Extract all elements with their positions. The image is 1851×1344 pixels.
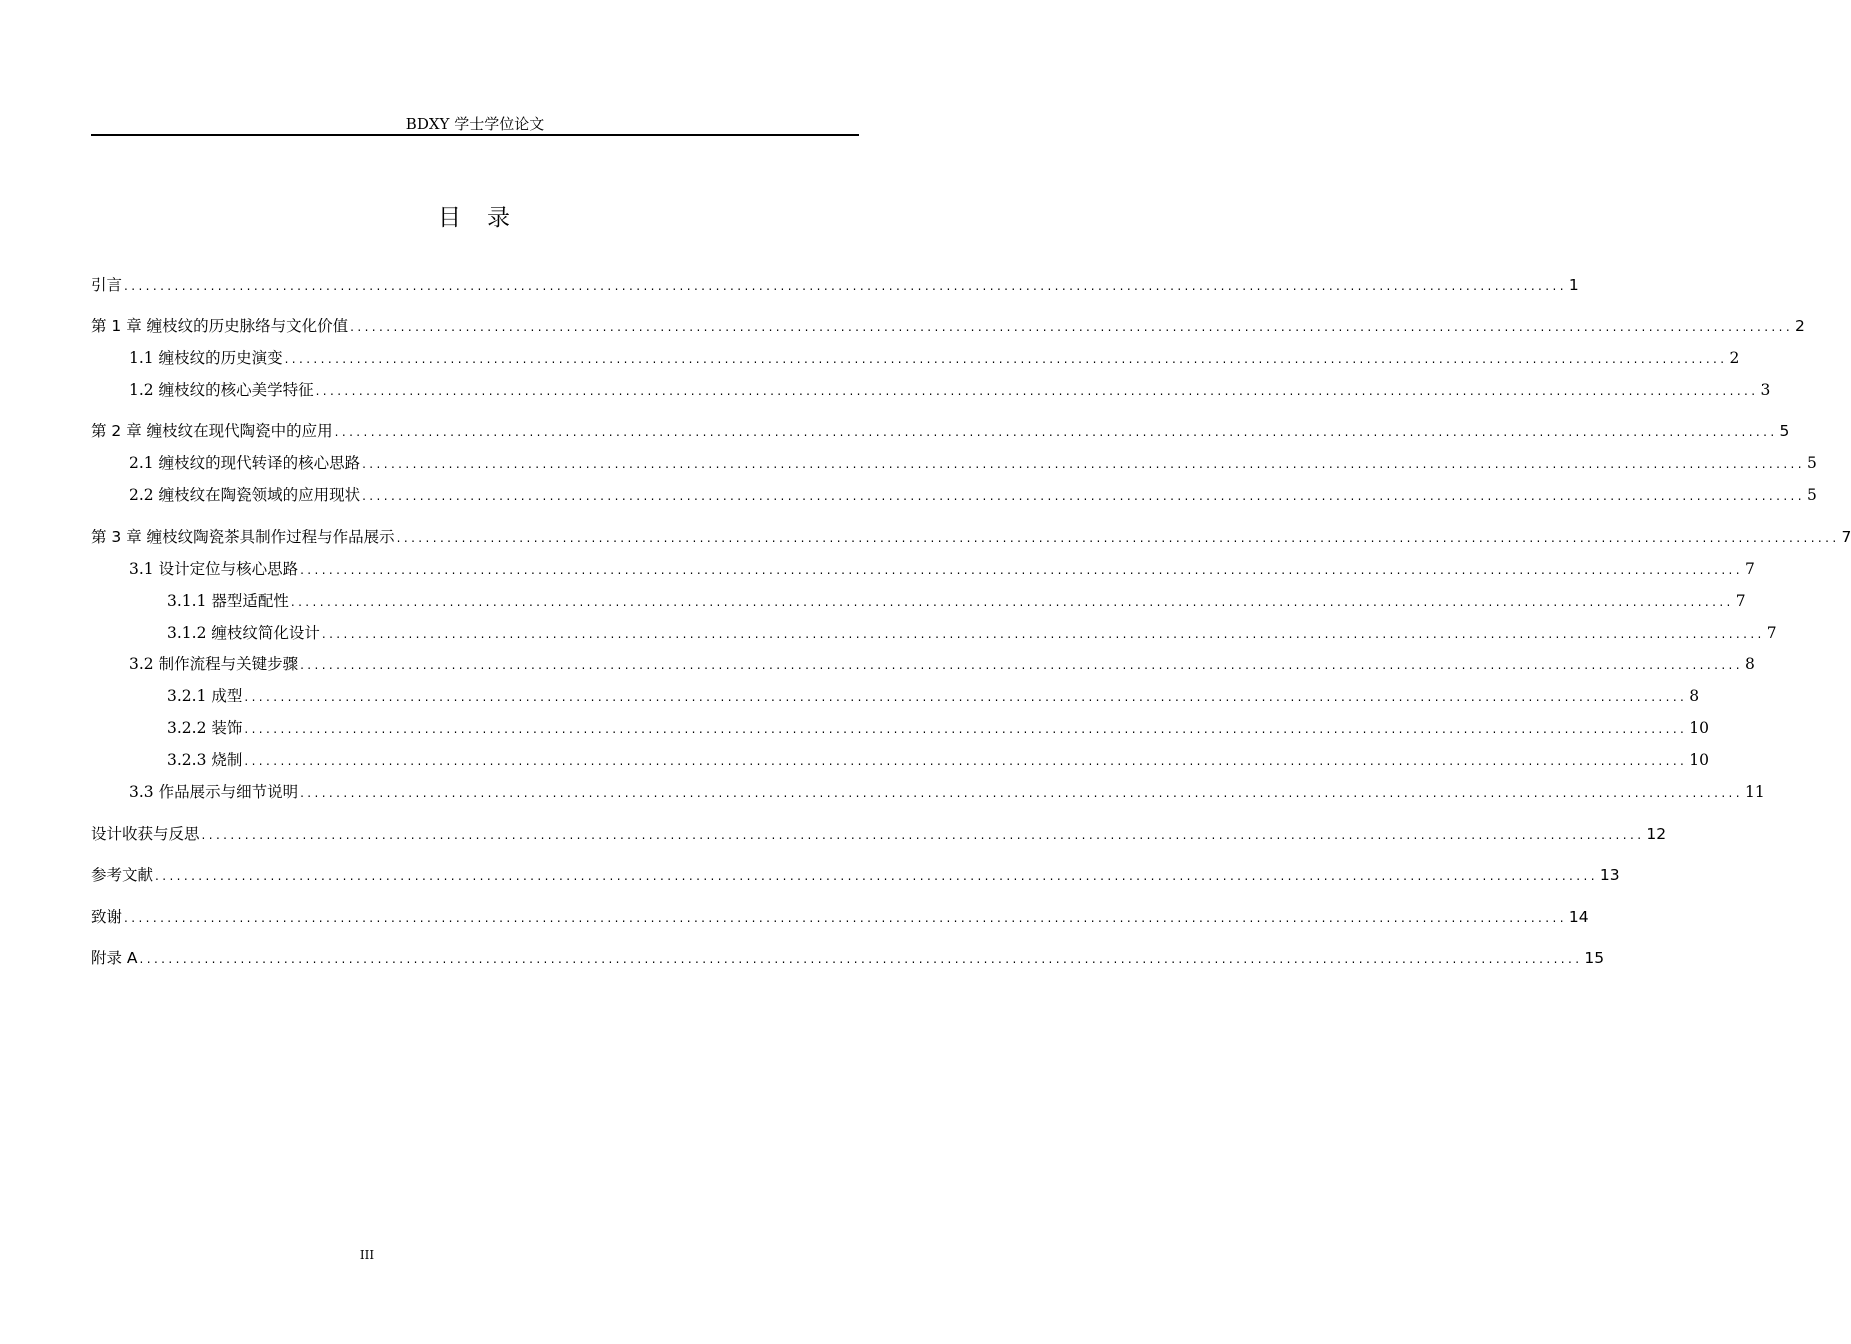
dot-leader: ........................................................................................................................................................................................................ <box>396 531 1840 545</box>
toc-entry-title: 1.1 缠枝纹的历史演变 <box>129 349 283 367</box>
toc-entry-chapter-3[interactable] <box>91 524 1851 548</box>
toc-entry-title: 致谢 <box>91 908 123 926</box>
dot-leader: ........................................................................................................................................................................................................ <box>350 320 1794 334</box>
toc-entry-3-2-1[interactable] <box>167 683 1700 707</box>
dot-leader: ........................................................................................................................................................................................................ <box>124 911 1567 925</box>
toc-entry-2-2[interactable] <box>129 482 1817 506</box>
dot-leader: ........................................................................................................................................................................................................ <box>244 690 1688 704</box>
toc-entry-page: 15 <box>1584 949 1605 967</box>
dot-leader: ........................................................................................................................................................................................................ <box>334 425 1778 439</box>
dot-leader: ........................................................................................................................................................................................................ <box>300 563 1743 577</box>
toc-entry-title: 引言 <box>91 276 123 294</box>
toc-entry-page: 10 <box>1689 751 1709 769</box>
dot-leader: ........................................................................................................................................................................................................ <box>155 869 1598 883</box>
dot-leader: ........................................................................................................................................................................................................ <box>362 489 1805 503</box>
toc-entry-page: 5 <box>1806 486 1817 504</box>
toc-entry-page: 7 <box>1841 528 1851 546</box>
toc-entry-acknowledgements[interactable] <box>91 904 1589 928</box>
dot-leader: ........................................................................................................................................................................................................ <box>139 952 1583 966</box>
toc-entry-title: 3.3 作品展示与细节说明 <box>129 783 299 801</box>
toc-entry-page: 11 <box>1744 783 1765 801</box>
dot-leader: ........................................................................................................................................................................................................ <box>124 279 1567 293</box>
dot-leader: ........................................................................................................................................................................................................ <box>300 658 1743 672</box>
toc-entry-3-1-1[interactable] <box>167 588 1746 612</box>
dot-leader: ........................................................................................................................................................................................................ <box>201 828 1645 842</box>
toc-entry-title: 设计收获与反思 <box>91 825 200 843</box>
toc-entry-1-1[interactable] <box>129 345 1740 369</box>
toc-entry-3-1[interactable] <box>129 556 1755 580</box>
toc-entry-appendix-a[interactable] <box>91 945 1605 969</box>
toc-entry-page: 10 <box>1689 719 1709 737</box>
toc-entry-title: 参考文献 <box>91 866 154 884</box>
toc-entry-title: 第 3 章 缠枝纹陶瓷茶具制作过程与作品展示 <box>91 528 395 546</box>
toc-entry-chapter-2[interactable] <box>91 418 1790 442</box>
toc-entry-title: 2.2 缠枝纹在陶瓷领域的应用现状 <box>129 486 361 504</box>
toc-entry-reflection[interactable] <box>91 821 1667 845</box>
toc-entry-page: 2 <box>1795 317 1805 335</box>
page-number: III <box>359 1248 375 1262</box>
toc-entry-page: 7 <box>1766 624 1777 642</box>
toc-entry-page: 2 <box>1729 349 1740 367</box>
toc-entry-title: 3.2.3 烧制 <box>167 751 243 769</box>
running-header: BDXY 学士学位论文 <box>405 115 545 133</box>
dot-leader: ........................................................................................................................................................................................................ <box>290 595 1734 609</box>
toc-entry-title: 附录 A <box>91 949 138 967</box>
toc-entry-title: 2.1 缠枝纹的现代转译的核心思路 <box>129 454 361 472</box>
toc-entry-page: 5 <box>1779 422 1790 440</box>
toc-entry-title: 第 1 章 缠枝纹的历史脉络与文化价值 <box>91 317 349 335</box>
toc-entry-title: 3.1.1 器型适配性 <box>167 592 289 610</box>
dot-leader: ........................................................................................................................................................................................................ <box>284 352 1728 366</box>
toc-title-char-2: 录 <box>487 205 512 231</box>
toc-entry-title: 3.1 设计定位与核心思路 <box>129 560 299 578</box>
dot-leader: ........................................................................................................................................................................................................ <box>362 457 1805 471</box>
toc-entry-page: 13 <box>1599 866 1620 884</box>
dot-leader: ........................................................................................................................................................................................................ <box>244 754 1688 768</box>
dot-leader: ........................................................................................................................................................................................................ <box>300 786 1743 800</box>
toc-entry-page: 8 <box>1689 687 1700 705</box>
toc-entry-title: 第 2 章 缠枝纹在现代陶瓷中的应用 <box>91 422 333 440</box>
toc-entry-intro[interactable] <box>91 272 1579 296</box>
dot-leader: ........................................................................................................................................................................................................ <box>315 384 1759 398</box>
toc-entry-3-1-2[interactable] <box>167 620 1777 644</box>
toc-entry-page: 12 <box>1646 825 1667 843</box>
toc-entry-chapter-1[interactable] <box>91 313 1805 337</box>
toc-entry-page: 7 <box>1744 560 1755 578</box>
toc-entry-page: 7 <box>1735 592 1746 610</box>
toc-entry-page: 3 <box>1760 381 1771 399</box>
toc-entry-title: 1.2 缠枝纹的核心美学特征 <box>129 381 314 399</box>
toc-entry-page: 1 <box>1568 276 1579 294</box>
toc-title-char-1: 目 <box>438 205 463 231</box>
toc-entry-1-2[interactable] <box>129 377 1771 401</box>
dot-leader: ........................................................................................................................................................................................................ <box>244 722 1688 736</box>
toc-entry-title: 3.1.2 缠枝纹简化设计 <box>167 624 320 642</box>
toc-entry-3-2-2[interactable] <box>167 715 1709 739</box>
toc-entry-page: 5 <box>1806 454 1817 472</box>
toc-entry-3-3[interactable] <box>129 779 1765 803</box>
toc-entry-2-1[interactable] <box>129 450 1817 474</box>
dot-leader: ........................................................................................................................................................................................................ <box>321 627 1765 641</box>
toc-entry-title: 3.2 制作流程与关键步骤 <box>129 655 299 673</box>
toc-entry-3-2[interactable] <box>129 651 1755 675</box>
toc-entry-page: 8 <box>1744 655 1755 673</box>
toc-entry-title: 3.2.2 装饰 <box>167 719 243 737</box>
toc-entry-3-2-3[interactable] <box>167 747 1709 771</box>
toc-entry-references[interactable] <box>91 862 1620 886</box>
toc-entry-page: 14 <box>1568 908 1589 926</box>
toc-entry-title: 3.2.1 成型 <box>167 687 243 705</box>
